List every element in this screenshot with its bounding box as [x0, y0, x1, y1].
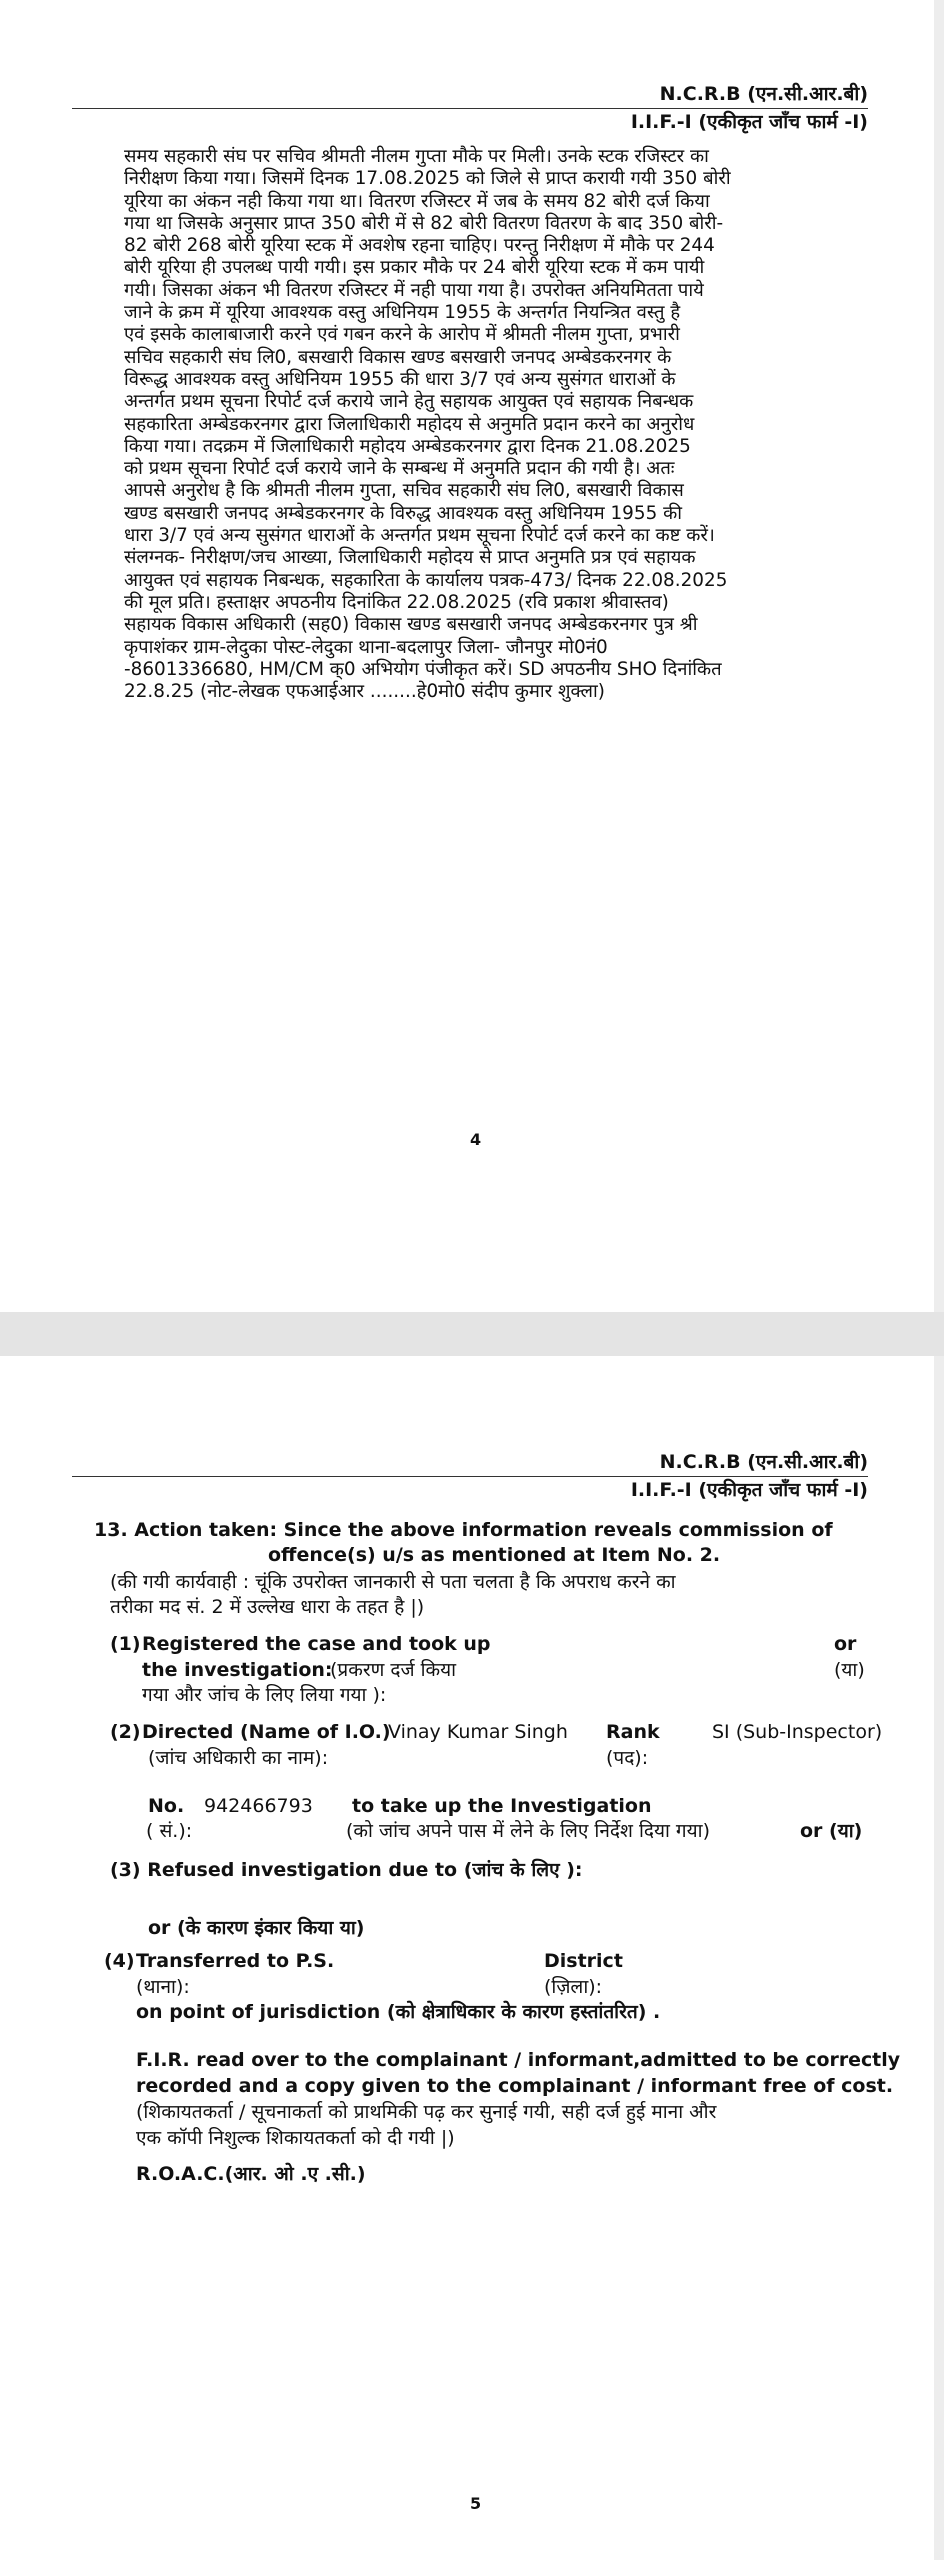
item-1-label-cont: the investigation:	[142, 1659, 333, 1681]
rank-label: Rank	[606, 1721, 660, 1743]
paragraph-line: 22.8.25 (नोट-लेखक एफआईआर ........हे0मो0 संदीप कुमार शुक्ला)	[124, 681, 605, 703]
paragraph-line: एवं इसके कालाबाजारी करने एवं गबन करने के आरोप में श्रीमती नीलम गुप्ता, प्रभारी	[124, 324, 680, 346]
paragraph-line: धारा 3/7 एवं अन्य सुसंगत धाराओं के अन्तर्गत प्रथम सूचना रिपोर्ट दर्ज करने का कष्ट करें।	[124, 525, 715, 547]
page-number: 4	[470, 1130, 482, 1149]
take-up-text: to take up the Investigation	[352, 1795, 652, 1817]
io-number-label: No.	[148, 1795, 185, 1817]
item-2-label: Directed (Name of I.O.)	[142, 1721, 391, 1743]
item-4-label-hindi: (थाना):	[136, 1976, 190, 1998]
item-1-hindi: (प्रकरण दर्ज किया	[330, 1659, 457, 1681]
paragraph-line: संलग्नक- निरीक्षण/जच आख्या, जिलाधिकारी महोदय से प्राप्त अनुमति प्रत्र एवं सहायक	[124, 547, 696, 569]
district-label-hindi: (ज़िला):	[544, 1976, 603, 1998]
paragraph-line: -8601336680, HM/CM क्0 अभियोग पंजीकृत करें। SD अपठनीय SHO दिनांकित	[124, 658, 722, 680]
paragraph-line: सहकारिता अम्बेडकरनगर द्वारा जिलाधिकारी महोदय से अनुमति प्रदान करने का अनुरोध	[124, 413, 695, 435]
paragraph-line: कृपाशंकर ग्राम-लेदुका पोस्ट-लेदुका थाना-बदलापुर जिला- जौनपुर मो0नं0	[124, 636, 608, 658]
item-1-label: Registered the case and took up	[142, 1633, 491, 1655]
item-13-title-cont: offence(s) u/s as mentioned at Item No. 2.	[268, 1544, 721, 1566]
item-13-hindi-cont: तरीका मद सं. 2 में उल्लेख धारा के तहत है |)	[110, 1596, 425, 1618]
paragraph-line: बोरी यूरिया ही उपलब्ध पायी गयी। इस प्रकार मौके पर 24 बोरी यूरिया स्टक में कम पायी	[124, 257, 705, 279]
page-number: 5	[470, 2494, 482, 2513]
io-number-label-hindi: ( सं.):	[146, 1820, 193, 1842]
item-4-label: Transferred to P.S.	[136, 1950, 335, 1972]
item-3-or: or (के कारण इंकार किया या)	[148, 1917, 365, 1939]
paragraph-line: की मूल प्रति। हस्ताक्षर अपठनीय दिनांकित 22.08.2025 (रवि प्रकाश श्रीवास्तव)	[124, 591, 669, 613]
paragraph-line: यूरिया का अंकन नही किया गया था। वितरण रजिस्टर में जब के समय 82 बोरी दर्ज किया	[124, 190, 710, 212]
paragraph-line: को प्रथम सूचना रिपोर्ट दर्ज कराये जाने के सम्बन्ध में अनुमति प्रदान की गयी है। अतः	[124, 458, 675, 480]
paragraph-line: सचिव सहकारी संघ लि0, बसखारी विकास खण्ड बसखारी जनपद अम्बेडकरनगर के	[124, 346, 672, 368]
io-name: Vinay Kumar Singh	[388, 1721, 568, 1743]
paragraph-line: 82 बोरी 268 बोरी यूरिया स्टक में अवशेष रहना चाहिए। परन्तु निरीक्षण में मौके पर 244	[124, 235, 715, 257]
ncrb-header	[660, 80, 868, 108]
header-line-1: N.C.R.B (एन.सी.आर.बी)	[659, 1451, 868, 1473]
district-label: District	[544, 1950, 623, 1972]
paragraph-line: खण्ड बसखारी जनपद अम्बेडकरनगर के विरुद्ध आवश्यक वस्तु अधिनियम 1955 की	[124, 502, 683, 524]
item-3-refused: (3) Refused investigation due to (जांच के लिए ):	[110, 1859, 583, 1881]
header-line-2: I.I.F.-I (एकीकृत जाँच फार्म -I)	[630, 1479, 868, 1501]
paragraph-line: किया गया। तदक्रम में जिलाधिकारी महोदय अम्बेडकरनगर द्वारा दिनक 21.08.2025	[124, 435, 691, 457]
item-1-number: (1)	[110, 1633, 141, 1655]
jurisdiction-text: on point of jurisdiction (को क्षेत्राधिकार के कारण हस्तांतरित) .	[136, 2001, 661, 2023]
page-separator	[0, 1312, 944, 1356]
document-page-5	[0, 1356, 934, 2560]
fir-readover-hindi-cont: एक कॉपी निशुल्क शिकायतकर्ता को दी गयी |)	[136, 2127, 455, 2149]
rank-label-hindi: (पद):	[606, 1747, 649, 1769]
take-up-hindi: (को जांच अपने पास में लेने के लिए निर्देश दिया गया)	[346, 1820, 710, 1842]
item-1-or-hindi: (या)	[834, 1659, 865, 1681]
paragraph-line: सहायक विकास अधिकारी (सह0) विकास खण्ड बसखारी जनपद अम्बेडकरनगर पुत्र श्री	[124, 614, 698, 636]
item-13-title: 13. Action taken: Since the above information reveals commission of	[94, 1519, 833, 1541]
fir-readover: F.I.R. read over to the complainant / informant,admitted to be correctly	[136, 2049, 901, 2071]
paragraph-line: समय सहकारी संघ पर सचिव श्रीमती नीलम गुप्ता मौके पर मिली। उनके स्टक रजिस्टर का	[124, 146, 709, 167]
paragraph-line: विरूद्ध आवश्यक वस्तु अधिनियम 1955 की धारा 3/7 एवं अन्य सुसंगत धाराओं के	[124, 368, 676, 390]
item-2-number: (2)	[110, 1721, 141, 1743]
paragraph-line: गयी। जिसका अंकन भी वितरण रजिस्टर में नही पाया गया है। उपरोक्त अनियमितता पाये	[124, 279, 704, 301]
roac-label: R.O.A.C.(आर. ओ .ए .सी.)	[136, 2163, 366, 2185]
iif-header	[631, 1476, 868, 1504]
item-2-label-hindi: (जांच अधिकारी का नाम):	[148, 1747, 329, 1769]
fir-readover-cont: recorded and a copy given to the complainant / informant free of cost.	[136, 2075, 894, 2097]
header-line-2: I.I.F.-I (एकीकृत जाँच फार्म -I)	[630, 111, 868, 133]
item-1-hindi-cont: गया और जांच के लिए लिया गया ):	[142, 1684, 387, 1706]
iif-header	[631, 108, 868, 136]
item-4-number: (4)	[104, 1950, 135, 1972]
take-up-or: or (या)	[800, 1820, 863, 1842]
paragraph-line: अन्तर्गत प्रथम सूचना रिपोर्ट दर्ज कराये जाने हेतु सहायक आयुक्त एवं सहायक निबन्धक	[124, 391, 694, 413]
fir-readover-hindi: (शिकायतकर्ता / सूचनाकर्ता को प्राथमिकी पढ़ कर सुनाई गयी, सही दर्ज हुई माना और	[136, 2101, 717, 2123]
item-13-hindi: (की गयी कार्यवाही : चूंकि उपरोक्त जानकारी से पता चलता है कि अपराध करने का	[110, 1571, 676, 1593]
header-line-1: N.C.R.B (एन.सी.आर.बी)	[659, 83, 868, 105]
paragraph-line: गया था जिसके अनुसार प्राप्त 350 बोरी में से 82 बोरी वितरण वितरण के बाद 350 बोरी-	[124, 212, 724, 234]
ncrb-header	[660, 1448, 868, 1476]
item-1-or: or	[834, 1633, 857, 1655]
paragraph-line: आपसे अनुरोध है कि श्रीमती नीलम गुप्ता, सचिव सहकारी संघ लि0, बसखारी विकास	[124, 480, 684, 502]
paragraph-line: निरीक्षण किया गया। जिसमें दिनक 17.08.2025 को जिले से प्राप्त करायी गयी 350 बोरी	[124, 168, 731, 190]
rank-value: SI (Sub-Inspector)	[712, 1721, 883, 1743]
narrative-paragraph	[124, 146, 812, 703]
paragraph-line: जाने के क्रम में यूरिया आवश्यक वस्तु अधिनियम 1955 के अन्तर्गत नियन्त्रित वस्तु है	[124, 302, 681, 324]
paragraph-line: आयुक्त एवं सहायक निबन्धक, सहकारिता के कार्यालय पत्रक-473/ दिनक 22.08.2025	[124, 569, 728, 591]
io-number-value: 942466793	[204, 1795, 313, 1817]
